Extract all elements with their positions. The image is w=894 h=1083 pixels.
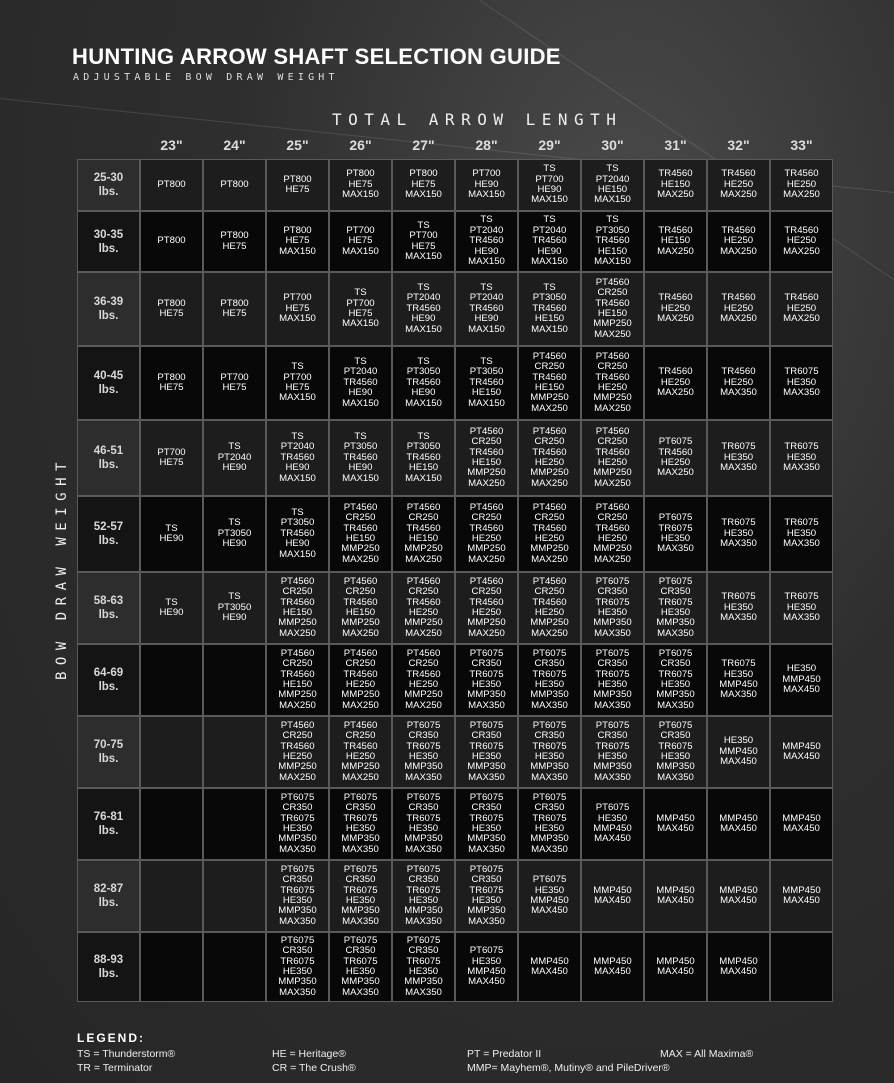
shaft-cell: PT4560 CR250 TR4560 HE150 MMP250 MAX250 — [518, 346, 581, 420]
shaft-cell: PT6075 CR350 TR6075 HE350 MMP350 MAX350 — [518, 644, 581, 716]
shaft-cell — [203, 644, 266, 716]
draw-weight-label: 40-45 lbs. — [77, 346, 140, 420]
length-header: 27" — [412, 137, 435, 153]
shaft-cell: PT6075 CR350 TR6075 HE350 MMP350 MAX350 — [455, 644, 518, 716]
shaft-cell: PT4560 CR250 TR4560 HE250 MMP250 MAX250 — [266, 716, 329, 788]
length-header: 29" — [538, 137, 561, 153]
shaft-cell: TR6075 HE350 MMP450 MAX350 — [707, 644, 770, 716]
shaft-cell: PT6075 CR350 TR6075 HE350 MMP350 MAX350 — [581, 644, 644, 716]
shaft-cell: PT700 HE90 MAX150 — [455, 159, 518, 211]
shaft-cell: TR4560 HE250 MAX250 — [707, 272, 770, 346]
shaft-cell: TR6075 HE350 MAX350 — [770, 420, 833, 496]
legend-item: HE = Heritage® — [272, 1048, 346, 1060]
shaft-cell: TS PT3050 TR4560 HE150 MAX150 — [581, 211, 644, 272]
shaft-cell — [203, 932, 266, 1002]
shaft-cell: PT700 HE75 MAX150 — [266, 272, 329, 346]
shaft-cell: TS PT3050 TR4560 HE90 MAX150 — [392, 346, 455, 420]
shaft-cell: PT6075 HE350 MMP450 MAX450 — [581, 788, 644, 860]
draw-weight-label: 70-75 lbs. — [77, 716, 140, 788]
shaft-cell: TS PT2040 TR4560 HE90 MAX150 — [266, 420, 329, 496]
shaft-cell — [203, 716, 266, 788]
shaft-cell: TS PT2040 TR4560 HE90 MAX150 — [455, 211, 518, 272]
shaft-cell: PT6075 CR350 TR6075 HE350 MMP350 MAX350 — [644, 572, 707, 644]
shaft-cell: PT800 HE75 MAX150 — [329, 159, 392, 211]
shaft-cell: TS HE90 — [140, 572, 203, 644]
shaft-cell: MMP450 MAX450 — [581, 860, 644, 932]
shaft-cell: MMP450 MAX450 — [581, 932, 644, 1002]
shaft-cell: TS PT2040 TR4560 HE90 MAX150 — [518, 211, 581, 272]
legend-item: TS = Thunderstorm® — [77, 1048, 176, 1060]
bow-draw-weight-label: BOW DRAW WEIGHT — [54, 456, 70, 680]
shaft-cell — [140, 644, 203, 716]
shaft-cell — [140, 860, 203, 932]
shaft-cell: TR4560 HE150 MAX250 — [644, 159, 707, 211]
shaft-cell: PT800 HE75 — [266, 159, 329, 211]
page-subtitle: ADJUSTABLE BOW DRAW WEIGHT — [73, 72, 339, 83]
length-header: 32" — [727, 137, 750, 153]
shaft-cell: PT6075 CR350 TR6075 HE350 MMP350 MAX350 — [518, 788, 581, 860]
shaft-cell: PT4560 CR250 TR4560 HE150 MMP250 MAX250 — [455, 420, 518, 496]
shaft-cell: PT4560 CR250 TR4560 HE250 MMP250 MAX250 — [518, 572, 581, 644]
shaft-selection-table — [77, 159, 833, 1002]
shaft-cell: TS PT700 HE90 MAX150 — [518, 159, 581, 211]
shaft-cell: PT6075 CR350 TR6075 HE350 MMP350 MAX350 — [455, 860, 518, 932]
shaft-cell: PT6075 CR350 TR6075 HE350 MMP350 MAX350 — [581, 572, 644, 644]
shaft-cell: TR6075 HE350 MAX350 — [707, 420, 770, 496]
shaft-cell: TR4560 HE250 MAX250 — [707, 211, 770, 272]
shaft-cell: TS PT3050 HE90 — [203, 496, 266, 572]
shaft-cell: MMP450 MAX450 — [707, 932, 770, 1002]
shaft-cell: TS PT2040 HE90 — [203, 420, 266, 496]
shaft-cell: TR4560 HE150 MAX250 — [644, 211, 707, 272]
length-header: 31" — [664, 137, 687, 153]
draw-weight-label: 88-93 lbs. — [77, 932, 140, 1002]
shaft-cell: MMP450 MAX450 — [707, 860, 770, 932]
length-header: 25" — [286, 137, 309, 153]
shaft-cell: PT6075 CR350 TR6075 HE350 MMP350 MAX350 — [455, 716, 518, 788]
legend-title: LEGEND: — [77, 1031, 145, 1045]
shaft-cell: PT6075 CR350 TR6075 HE350 MMP350 MAX350 — [329, 932, 392, 1002]
shaft-cell: TR6075 HE350 MAX350 — [770, 496, 833, 572]
shaft-cell: MMP450 MAX450 — [770, 860, 833, 932]
shaft-cell: PT6075 CR350 TR6075 HE350 MMP350 MAX350 — [455, 788, 518, 860]
shaft-cell: TS PT3050 HE90 — [203, 572, 266, 644]
length-header: 33" — [790, 137, 813, 153]
shaft-cell: TR4560 HE250 MAX250 — [644, 272, 707, 346]
shaft-cell: PT6075 CR350 TR6075 HE350 MMP350 MAX350 — [266, 932, 329, 1002]
shaft-cell: PT4560 CR250 TR4560 HE250 MMP250 MAX250 — [329, 644, 392, 716]
draw-weight-label: 76-81 lbs. — [77, 788, 140, 860]
shaft-cell: PT700 HE75 — [203, 346, 266, 420]
shaft-cell: HE350 MMP450 MAX450 — [770, 644, 833, 716]
shaft-cell: PT6075 CR350 TR6075 HE350 MMP350 MAX350 — [644, 644, 707, 716]
shaft-cell: PT6075 HE350 MMP450 MAX450 — [455, 932, 518, 1002]
shaft-cell: TS PT3050 TR4560 HE90 MAX150 — [329, 420, 392, 496]
shaft-cell: PT800 — [203, 159, 266, 211]
total-arrow-length-label: TOTAL ARROW LENGTH — [332, 110, 623, 129]
shaft-cell: PT6075 CR350 TR6075 HE350 MMP350 MAX350 — [392, 716, 455, 788]
legend-item: MMP= Mayhem®, Mutiny® and PileDriver® — [467, 1062, 670, 1074]
shaft-cell: TR4560 HE250 MAX250 — [770, 211, 833, 272]
legend-item: TR = Terminator — [77, 1062, 153, 1074]
shaft-cell: PT4560 CR250 TR4560 HE250 MMP250 MAX250 — [518, 496, 581, 572]
shaft-cell: TS PT2040 TR4560 HE90 MAX150 — [329, 346, 392, 420]
shaft-cell: TS PT3050 TR4560 HE150 MAX150 — [455, 346, 518, 420]
shaft-cell: TS HE90 — [140, 496, 203, 572]
shaft-cell: TS PT3050 TR4560 HE90 MAX150 — [266, 496, 329, 572]
shaft-cell: MMP450 MAX450 — [707, 788, 770, 860]
shaft-cell: PT6075 CR350 TR6075 HE350 MMP350 MAX350 — [329, 788, 392, 860]
shaft-cell: TS PT2040 TR4560 HE90 MAX150 — [455, 272, 518, 346]
shaft-cell: PT4560 CR250 TR4560 HE150 MMP250 MAX250 — [266, 572, 329, 644]
draw-weight-label: 36-39 lbs. — [77, 272, 140, 346]
legend-item: PT = Predator II — [467, 1048, 542, 1060]
shaft-cell: PT6075 CR350 TR6075 HE350 MMP350 MAX350 — [581, 716, 644, 788]
draw-weight-label: 58-63 lbs. — [77, 572, 140, 644]
draw-weight-label: 30-35 lbs. — [77, 211, 140, 272]
shaft-cell: PT4560 CR250 TR4560 HE250 MMP250 MAX250 — [581, 346, 644, 420]
shaft-cell: PT4560 CR250 TR4560 HE250 MMP250 MAX250 — [392, 572, 455, 644]
shaft-cell: PT800 HE75 MAX150 — [266, 211, 329, 272]
shaft-cell: PT4560 CR250 TR4560 HE150 MMP250 MAX250 — [392, 496, 455, 572]
shaft-cell: TS PT3050 TR4560 HE150 MAX150 — [518, 272, 581, 346]
shaft-cell: PT4560 CR250 TR4560 HE150 MMP250 MAX250 — [266, 644, 329, 716]
length-header: 23" — [160, 137, 183, 153]
shaft-cell: PT6075 CR350 TR6075 HE350 MMP350 MAX350 — [518, 716, 581, 788]
length-header: 30" — [601, 137, 624, 153]
shaft-cell: PT6075 TR6075 HE350 MAX350 — [644, 496, 707, 572]
shaft-cell: PT4560 CR250 TR4560 HE250 MMP250 MAX250 — [518, 420, 581, 496]
shaft-cell — [203, 860, 266, 932]
draw-weight-label: 52-57 lbs. — [77, 496, 140, 572]
shaft-cell: PT700 HE75 MAX150 — [329, 211, 392, 272]
shaft-cell: MMP450 MAX450 — [518, 932, 581, 1002]
shaft-cell: PT800 — [140, 211, 203, 272]
shaft-cell: TS PT700 HE75 MAX150 — [266, 346, 329, 420]
shaft-cell: PT4560 CR250 TR4560 HE250 MMP250 MAX250 — [455, 572, 518, 644]
shaft-cell: PT4560 CR250 TR4560 HE150 MMP250 MAX250 — [329, 496, 392, 572]
length-header: 24" — [223, 137, 246, 153]
shaft-cell — [203, 788, 266, 860]
shaft-cell — [140, 932, 203, 1002]
shaft-cell: PT6075 CR350 TR6075 HE350 MMP350 MAX350 — [644, 716, 707, 788]
shaft-cell: PT6075 CR350 TR6075 HE350 MMP350 MAX350 — [266, 860, 329, 932]
shaft-cell: TS PT700 HE75 MAX150 — [329, 272, 392, 346]
shaft-cell: TR4560 HE250 MAX250 — [770, 159, 833, 211]
shaft-cell: PT6075 CR350 TR6075 HE350 MMP350 MAX350 — [392, 860, 455, 932]
shaft-cell: TS PT3050 TR4560 HE150 MAX150 — [392, 420, 455, 496]
shaft-cell: TR4560 HE250 MAX250 — [707, 159, 770, 211]
shaft-cell: PT6075 TR4560 HE250 MAX250 — [644, 420, 707, 496]
shaft-cell: PT4560 CR250 TR4560 HE250 MMP250 MAX250 — [455, 496, 518, 572]
legend-item: CR = The Crush® — [272, 1062, 356, 1074]
shaft-cell — [140, 788, 203, 860]
shaft-cell: PT800 HE75 — [203, 272, 266, 346]
shaft-cell: PT4560 CR250 TR4560 HE150 MMP250 MAX250 — [581, 272, 644, 346]
shaft-cell: TR6075 HE350 MAX350 — [707, 572, 770, 644]
shaft-cell: PT800 HE75 — [140, 272, 203, 346]
shaft-cell: TR6075 HE350 MAX350 — [770, 346, 833, 420]
shaft-cell: PT6075 CR350 TR6075 HE350 MMP350 MAX350 — [392, 788, 455, 860]
shaft-cell: TR4560 HE250 MAX250 — [770, 272, 833, 346]
shaft-cell: PT6075 HE350 MMP450 MAX450 — [518, 860, 581, 932]
shaft-cell: PT700 HE75 — [140, 420, 203, 496]
shaft-cell: PT6075 CR350 TR6075 HE350 MMP350 MAX350 — [329, 860, 392, 932]
shaft-cell: PT6075 CR350 TR6075 HE350 MMP350 MAX350 — [266, 788, 329, 860]
draw-weight-label: 82-87 lbs. — [77, 860, 140, 932]
shaft-cell: PT4560 CR250 TR4560 HE250 MMP250 MAX250 — [581, 420, 644, 496]
shaft-cell: MMP450 MAX450 — [644, 788, 707, 860]
shaft-cell: TS PT2040 HE150 MAX150 — [581, 159, 644, 211]
shaft-cell: TR6075 HE350 MAX350 — [770, 572, 833, 644]
shaft-cell: TR6075 HE350 MAX350 — [707, 496, 770, 572]
shaft-cell — [140, 716, 203, 788]
shaft-cell: MMP450 MAX450 — [770, 788, 833, 860]
shaft-cell: PT4560 CR250 TR4560 HE150 MMP250 MAX250 — [329, 572, 392, 644]
shaft-cell: TR4560 HE250 MAX350 — [707, 346, 770, 420]
shaft-cell: PT800 — [140, 159, 203, 211]
page-title: HUNTING ARROW SHAFT SELECTION GUIDE — [72, 44, 561, 69]
shaft-cell: TR4560 HE250 MAX250 — [644, 346, 707, 420]
length-header: 26" — [349, 137, 372, 153]
shaft-cell: HE350 MMP450 MAX450 — [707, 716, 770, 788]
shaft-cell: PT4560 CR250 TR4560 HE250 MMP250 MAX250 — [392, 644, 455, 716]
shaft-cell: PT800 HE75 MAX150 — [392, 159, 455, 211]
shaft-cell: TS PT700 HE75 MAX150 — [392, 211, 455, 272]
shaft-cell: PT4560 CR250 TR4560 HE250 MMP250 MAX250 — [329, 716, 392, 788]
shaft-cell: MMP450 MAX450 — [644, 932, 707, 1002]
draw-weight-label: 25-30 lbs. — [77, 159, 140, 211]
shaft-cell: MMP450 MAX450 — [770, 716, 833, 788]
shaft-cell: TS PT2040 TR4560 HE90 MAX150 — [392, 272, 455, 346]
shaft-cell: PT800 HE75 — [140, 346, 203, 420]
shaft-cell: PT4560 CR250 TR4560 HE250 MMP250 MAX250 — [581, 496, 644, 572]
shaft-cell: PT6075 CR350 TR6075 HE350 MMP350 MAX350 — [392, 932, 455, 1002]
draw-weight-label: 64-69 lbs. — [77, 644, 140, 716]
shaft-cell: MMP450 MAX450 — [644, 860, 707, 932]
shaft-cell: PT800 HE75 — [203, 211, 266, 272]
length-header: 28" — [475, 137, 498, 153]
legend-item: MAX = All Maxima® — [660, 1048, 754, 1060]
draw-weight-label: 46-51 lbs. — [77, 420, 140, 496]
shaft-cell — [770, 932, 833, 1002]
